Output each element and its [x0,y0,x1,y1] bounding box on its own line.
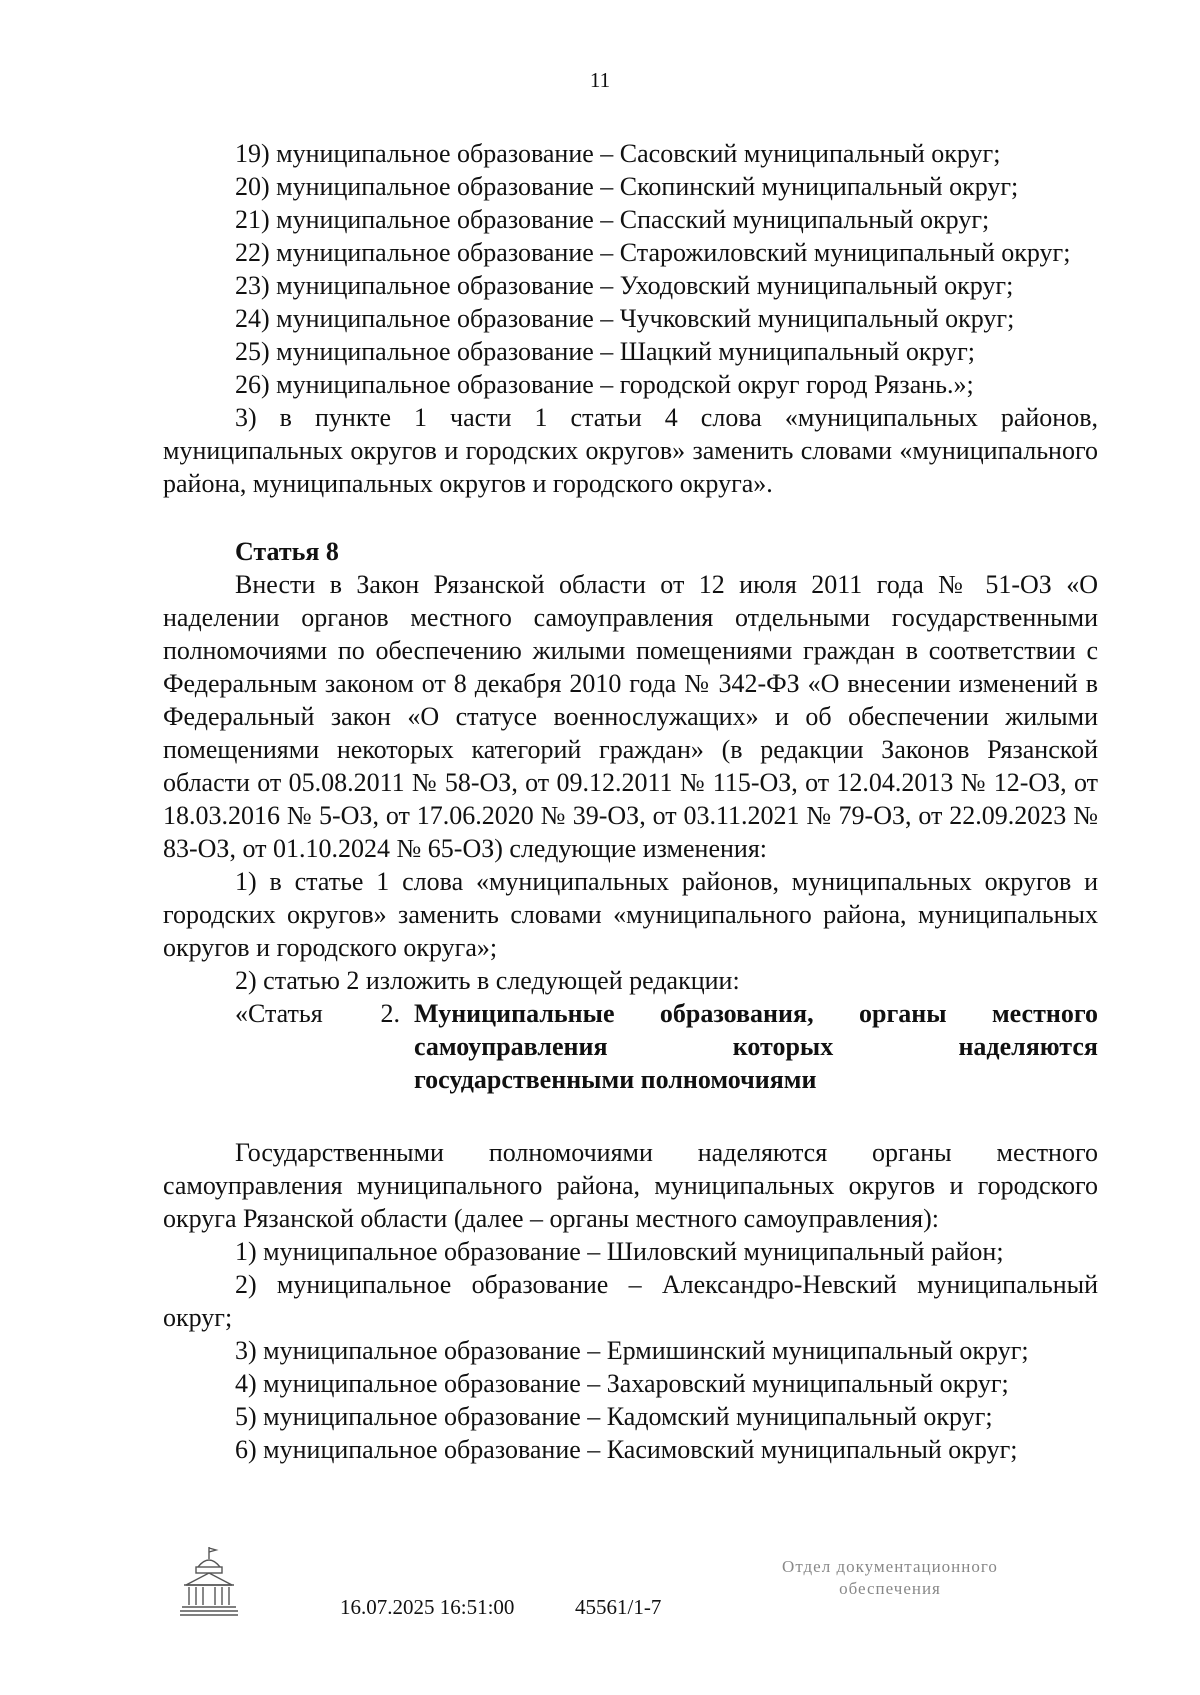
document-id: 45561/1-7 [575,1595,662,1619]
list-item: 22) муниципальное образование – Старожиловский муниципальный округ; [235,238,1071,267]
list-item: 24) муниципальное образование – Чучковский муниципальный округ; [235,304,1015,333]
department-stamp: Отдел документационного обеспечения [782,1557,998,1598]
list-item: 5) муниципальное образование – Кадомский муниципальный округ; [235,1402,993,1431]
list-item: 20) муниципальное образование – Скопинский муниципальный округ; [235,172,1019,201]
list-item: 3) муниципальное образование – Ермишинский муниципальный округ; [235,1336,1029,1365]
amendment-item-1: 1) в статье 1 слова «муниципальных районов, муниципальных округов и городских округов» заменить словами «муниципального района, муниципальных округов и городского округа»; [163,867,1098,962]
page-number: 11 [589,68,611,92]
footer [0,1530,1200,1650]
amendment-paragraph: 3) в пункте 1 части 1 статьи 4 слова «муниципальных районов, муниципальных округов и городских округов» заменить словами «муниципального района, муниципальных округов и городского округа». [163,403,1098,498]
article-intro: Внести в Закон Рязанской области от 12 июля 2011 года № 51-ОЗ «О наделении органов местного самоуправления отдельными государственными полномочиями по обеспечению жилыми помещениями граждан в соответствии с Федеральным законом от 8 декабря 2010 года № 342-ФЗ «О внесении изменений в Федеральный закон «О статусе военнослужащих» и об обеспечении жилыми помещениями некоторых категорий граждан» (в редакции Законов Рязанской области от 05.08.2011 № 58-ОЗ, от 09.12.2011 № 115-ОЗ, от 12.04.2013 № 12-ОЗ, от 18.03.2016 № 5-ОЗ, от 17.06.2020 № 39-ОЗ, от 03.11.2021 № 79-ОЗ, от 22.09.2023 № 83-ОЗ, от 01.10.2024 № 65-ОЗ) следующие изменения: [163,570,1098,863]
list-item: 1) муниципальное образование – Шиловский муниципальный район; [235,1237,1004,1266]
amendment-item-2: 2) статью 2 изложить в следующей редакции: [235,966,740,995]
list-item: 19) муниципальное образование – Сасовский муниципальный округ; [235,139,1001,168]
list-item: 21) муниципальное образование – Спасский муниципальный округ; [235,205,990,234]
list-item: 26) муниципальное образование – городской округ город Рязань.»; [235,370,974,399]
list-item: 25) муниципальное образование – Шацкий муниципальный округ; [235,337,976,366]
list-item: 2) муниципальное образование – Александро-Невский муниципальный округ; [163,1270,1098,1332]
parliament-emblem-icon [176,1545,246,1619]
print-datetime: 16.07.2025 16:51:00 [340,1595,515,1619]
article-heading: Статья 8 [235,537,339,566]
article-2-label: «Статья 2. [235,999,400,1028]
article-2-body: Государственными полномочиями наделяются органы местного самоуправления муниципального района, муниципальных округов и городского округа Рязанской области (далее – органы местного самоуправления): [163,1138,1098,1233]
list-item: 4) муниципальное образование – Захаровский муниципальный округ; [235,1369,1009,1398]
article-2-title [235,997,1098,1096]
list-item: 23) муниципальное образование – Уходовский муниципальный округ; [235,271,1014,300]
article-2-title-text: Муниципальные образования, органы местного самоуправления которых наделяются государственными полномочиями [414,999,1098,1094]
document-body [163,137,1098,1466]
list-item: 6) муниципальное образование – Касимовский муниципальный округ; [235,1435,1018,1464]
